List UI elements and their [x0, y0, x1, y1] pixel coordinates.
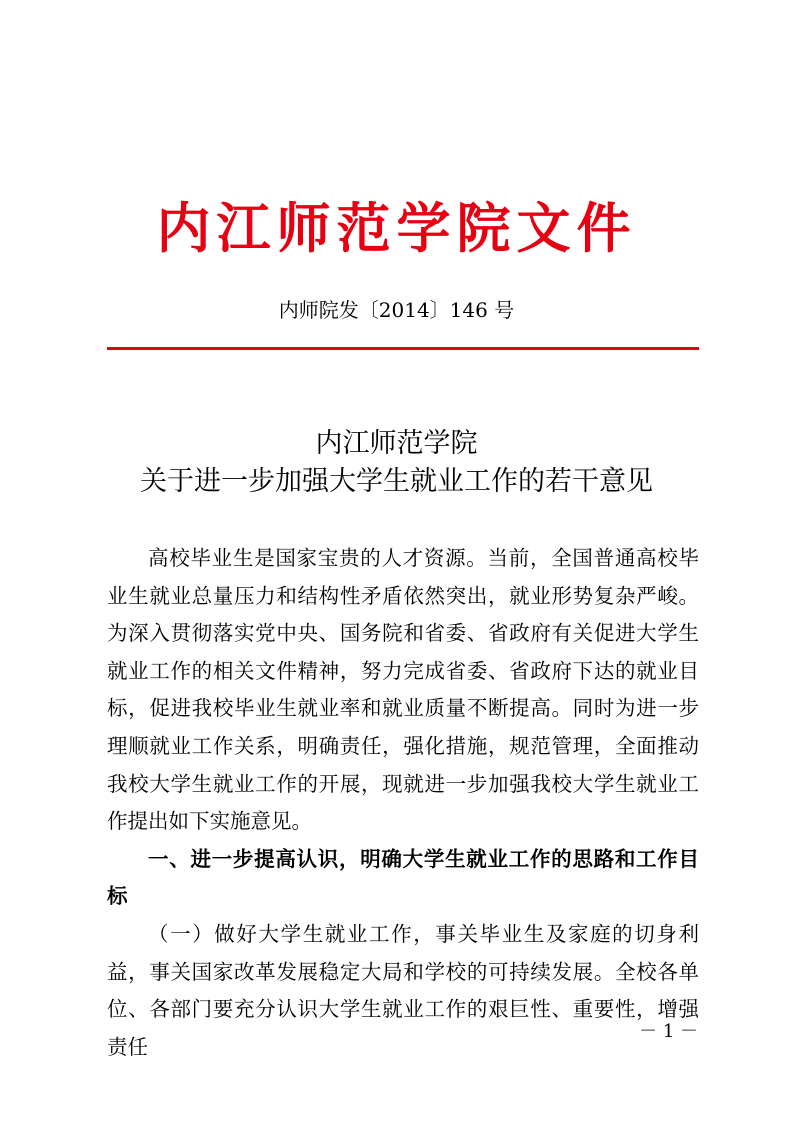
document-number: 内师院发〔2014〕146 号 [278, 298, 515, 322]
page-number: － 1 － [639, 1021, 698, 1042]
red-divider-rule [107, 347, 699, 350]
section-1-paragraph-1: （一）做好大学生就业工作，事关毕业生及家庭的切身利益，事关国家改革发展稳定大局和学校的可持续发展。全校各单位、各部门要充分认识大学生就业工作的艰巨性、重要性，增强责任 [107, 921, 699, 1059]
intro-paragraph: 高校毕业生是国家宝贵的人才资源。当前，全国普通高校毕业生就业总量压力和结构性矛盾依然突出，就业形势复杂严峻。为深入贯彻落实党中央、国务院和省委、省政府有关促进大学生就业工作的相关文件精神，努力完成省委、省政府下达的就业目标，促进我校毕业生就业率和就业质量不断提高。同时为进一步理顺就业工作关系，明确责任，强化措施，规范管理，全面推动我校大学生就业工作的开展，现就进一步加强我校大学生就业工作提出如下实施意见。 [107, 546, 699, 834]
section-heading-1: 一、进一步提高认识，明确大学生就业工作的思路和工作目标 [107, 846, 699, 909]
document-body [107, 540, 699, 1066]
document-title-issuer: 内江师范学院 [315, 428, 478, 459]
document-header-title: 内江师范学院文件 [156, 196, 637, 260]
document-title [0, 425, 793, 501]
document-title-subject: 关于进一步加强大学生就业工作的若干意见 [140, 466, 653, 497]
